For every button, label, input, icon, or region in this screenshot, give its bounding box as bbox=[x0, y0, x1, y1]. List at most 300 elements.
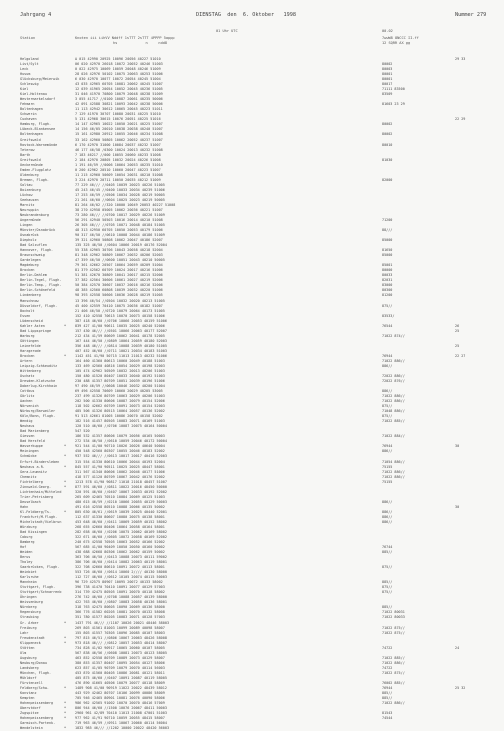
station-name: Oberstdorf bbox=[20, 706, 41, 711]
synop-code-groups: 3 224 42970 20711 10050 20035 40212 51009 bbox=[75, 177, 161, 182]
station-name: Greifswald bbox=[20, 157, 41, 162]
station-name: Zinnwald-Georg. bbox=[20, 484, 52, 489]
station-name: Gardelegen bbox=[20, 258, 41, 263]
synop-code-groups: 443 929 42462 80707 10106 20099 40086 58009 bbox=[75, 690, 165, 695]
station-name: Michelstadt/Vielbrun bbox=[20, 519, 62, 524]
station-name: Cuxhaven bbox=[20, 117, 37, 122]
synop-code-groups: 839 427 41/00 90611 10035 20025 40240 52006 bbox=[75, 323, 165, 328]
station-name: Artern bbox=[20, 358, 33, 363]
station-name: Garmisch-Partenk. bbox=[20, 721, 56, 726]
synop-code-groups: 14 156 46/05 20010 10038 20038 40240 51007 bbox=[75, 127, 163, 132]
station-name: Cottbus bbox=[20, 389, 35, 394]
synop-code-groups: 877 591 46/60 //0811 10022 20016 48450 50000 bbox=[75, 484, 167, 489]
synop-code-groups: 269 803 41561 81003 10099 20089 40098 58007 bbox=[75, 625, 165, 630]
extra-groups: 72022 886// bbox=[382, 373, 405, 378]
synop-code-groups: 387 418 46/60 //0706 10066 20053 40159 51006 bbox=[75, 318, 167, 323]
extra-groups: 80017 bbox=[382, 82, 393, 87]
synop-code-groups: 202 500 41330 80606 10087 20079 40154 52006 bbox=[75, 399, 165, 404]
elevated-marker: * bbox=[64, 484, 67, 489]
extra-groups: 85000 bbox=[382, 238, 393, 243]
extra-groups: 71200 bbox=[382, 218, 393, 222]
synop-code-groups: 152 410 42558 70615 10070 20073 40158 51006 bbox=[75, 313, 165, 318]
extra-groups: 71054 886// bbox=[382, 459, 405, 464]
extra-groups: 71022 886// bbox=[382, 474, 405, 479]
extra-groups: 80033 bbox=[382, 273, 393, 278]
extra-groups: 88/// bbox=[382, 228, 395, 233]
station-name: Gr. Arber bbox=[20, 620, 39, 625]
station-name: Magdeburg bbox=[20, 263, 39, 268]
synop-code-groups: 11 113 42942 30612 10065 20045 40223 51011 bbox=[75, 107, 163, 112]
extra-groups: 875// bbox=[382, 565, 393, 570]
station-name: Hof bbox=[20, 545, 27, 550]
station-name: Boltenhagen bbox=[20, 132, 43, 137]
extra-groups: 80003 bbox=[382, 67, 393, 72]
extra-groups: 71022 886// bbox=[382, 701, 405, 705]
synop-code-groups: 17 253 46/59 //0506 10034 20028 40219 50005 bbox=[75, 192, 165, 197]
synop-code-groups: 2960 961 42/89 70410 11013 21008 47001 51003 bbox=[75, 711, 167, 716]
synop-code-groups: 977 962 41/91 90710 10059 20055 48415 58007 bbox=[75, 716, 165, 721]
station-name: Weiden bbox=[20, 550, 33, 555]
station-name: Wendelstein bbox=[20, 726, 43, 731]
extra-groups-secondary: 22 29 bbox=[455, 117, 466, 122]
station-name: Frankfurt/M.Flugh. bbox=[20, 514, 58, 519]
station-name: Zugspitze bbox=[20, 711, 39, 716]
synop-code-groups: 15 161 42980 20912 10055 20046 40234 51008 bbox=[75, 132, 163, 137]
elevated-marker: * bbox=[64, 464, 67, 469]
synop-code-groups: 453 648 46/60 //0411 10069 20059 40152 58002 bbox=[75, 519, 167, 524]
station-name: Oldenburg bbox=[20, 172, 39, 177]
time-label: 01 Uhr UTC bbox=[216, 29, 238, 33]
synop-code-groups: 491 616 42558 80510 10088 20066 40135 50002 bbox=[75, 504, 165, 509]
extra-groups: 80300 bbox=[382, 288, 393, 293]
synop-code-groups: 56 291 42940 50503 10016 20014 40210 51008 bbox=[75, 218, 163, 222]
synop-code-groups: 7 183 46217 //000 10055 20060 40233 51008 bbox=[75, 152, 161, 157]
synop-code-groups: 26 305 46/// //0705 10071 20048 40184 51005 bbox=[75, 223, 165, 228]
station-name: Bad Lippspringe bbox=[20, 328, 52, 333]
synop-code-groups: 98 393 42558 50606 10036 20028 40219 51005 bbox=[75, 293, 163, 298]
extra-groups-secondary: 29 33 bbox=[455, 57, 466, 61]
synop-code-groups: 2 184 42970 20805 10032 20024 40226 51008 bbox=[75, 157, 161, 162]
extra-groups: 83509 bbox=[382, 92, 393, 97]
station-name: Düsseldorf, Flugh. bbox=[20, 303, 58, 308]
synop-code-groups: 937 552 46/// //0613 10017 20017 40416 52003 bbox=[75, 454, 167, 459]
station-name: Lingen bbox=[20, 223, 33, 228]
station-name: Kl.Feldberg/Ts. bbox=[20, 509, 52, 514]
synop-code-groups: 118 502 42662 60709 10091 20073 40154 52003 bbox=[75, 404, 165, 409]
synop-code-groups: 155 803 41557 70305 10096 20085 40107 58003 bbox=[75, 630, 165, 635]
extra-groups: 74722 bbox=[382, 665, 393, 670]
station-name: Greifswald bbox=[20, 137, 41, 142]
station-name: Bad Salzuflen bbox=[20, 243, 47, 248]
synop-code-groups: 150 480 41520 80407 10033 20040 40192 51003 bbox=[75, 373, 165, 378]
station-name: Berlin-Schönefeld bbox=[20, 288, 56, 293]
station-name: Tholey bbox=[20, 560, 33, 565]
extra-groups: 71022 80033 bbox=[382, 615, 405, 620]
extra-groups: 80010 bbox=[382, 142, 393, 147]
synop-code-groups: 55 338 42965 30706 10043 20058 40218 52004 bbox=[75, 248, 163, 253]
station-column-header: Station bbox=[20, 36, 36, 40]
station-name: Brocken bbox=[20, 268, 35, 273]
elevated-marker: * bbox=[64, 620, 67, 625]
synop-code-groups: 845 557 41/90 90511 10025 20025 48447 58001 bbox=[75, 464, 165, 469]
station-name: Glücksburg/Meierwik bbox=[20, 77, 60, 82]
station-name: Freiburg bbox=[20, 625, 37, 630]
extra-groups-secondary: 25 bbox=[455, 343, 460, 348]
synop-code-groups: 157 430 46/// //0501 10066 20063 40177 52007 bbox=[75, 328, 167, 333]
synop-code-groups: 81 348 42962 50809 10067 20032 40206 52003 bbox=[75, 253, 163, 258]
synop-code-groups: 567 838 46/56 //0608 10081 20073 40123 58005 bbox=[75, 650, 167, 655]
extra-groups: 76002 885// bbox=[382, 680, 405, 685]
synop-code-groups: 38 270 42958 05005 10062 20036 40221 51007 bbox=[75, 207, 163, 212]
station-name: Helgoland bbox=[20, 57, 39, 61]
synop-code-groups: 240 675 42558 70505 10063 20052 40166 52002 bbox=[75, 540, 165, 544]
extra-groups: 76944 bbox=[382, 353, 393, 358]
synop-code-groups: 120 510 46/60 //0706 10087 20075 40164 50004 bbox=[75, 424, 167, 429]
elevated-marker: * bbox=[64, 711, 67, 716]
synop-code-groups: 79 361 42662 20507 10064 20059 40209 51004 bbox=[75, 263, 163, 268]
synop-code-groups: 422 763 46/60 //0807 10083 20058 40136 58001 bbox=[75, 600, 167, 605]
station-name: Mannheim bbox=[20, 580, 37, 585]
extra-groups: 71022 886// bbox=[382, 394, 405, 399]
extra-groups: 885// bbox=[382, 695, 393, 700]
synop-code-groups: 91 513 42661 81005 10086 20070 40158 52002 bbox=[75, 414, 163, 419]
synop-code-groups: 418 577 41120 80709 10067 20042 40176 52002 bbox=[75, 474, 165, 479]
station-name: Feldberg/Schw. bbox=[20, 685, 49, 690]
synop-code-groups: 90 317 46/50 //0610 10008 20044 40186 51009 bbox=[75, 233, 165, 238]
station-name: Berlin-Tegel, Flugh. bbox=[20, 278, 62, 283]
synop-code-groups: 734 828 41/02 90917 10065 20060 40107 58005 bbox=[75, 645, 165, 650]
station-name: Mühldorf bbox=[20, 675, 37, 680]
station-name: Boizenburg bbox=[20, 187, 41, 192]
synop-code-groups: 386 706 46/60 //0414 10082 20063 40119 58001 bbox=[75, 560, 167, 565]
extra-groups: 71022 885// bbox=[382, 419, 405, 424]
extra-groups: 71048 886// bbox=[382, 409, 405, 414]
extra-groups: 71022 885// bbox=[382, 655, 405, 660]
station-table bbox=[0, 57, 504, 731]
synop-code-groups: 81 379 42562 60709 10024 20017 40216 51006 bbox=[75, 268, 163, 273]
synop-code-groups: 921 544 41/00 90710 10026 20026 40640 50004 bbox=[75, 444, 165, 449]
extra-groups: 71022 875// bbox=[382, 630, 405, 635]
station-name: Chemnitz bbox=[20, 474, 37, 479]
extra-groups-secondary: 25 bbox=[455, 328, 460, 333]
extra-groups: 875// bbox=[382, 303, 393, 308]
station-name: Leinefelde bbox=[20, 343, 41, 348]
elevated-marker: * bbox=[64, 479, 67, 484]
station-name: Berlin-Temp., Flugh. bbox=[20, 283, 62, 288]
extra-groups: 82031 bbox=[382, 278, 393, 283]
station-name: Hohenpeissenberg bbox=[20, 716, 54, 721]
synop-code-groups: 167 444 46/50 //0809 10064 20059 40180 52003 bbox=[75, 338, 167, 343]
extra-groups: 885// bbox=[382, 580, 393, 585]
station-name: Nürnberg bbox=[20, 605, 37, 610]
synop-code-groups: 5 131 42968 30615 10076 20051 40225 51016 bbox=[75, 117, 161, 122]
station-name: Stötten bbox=[20, 645, 35, 650]
station-name: Barth bbox=[20, 152, 31, 157]
synop-code-groups: 182 516 41457 80505 10083 20071 40169 51003 bbox=[75, 419, 165, 424]
station-name: Weissenburg bbox=[20, 600, 43, 605]
extra-groups: 885// bbox=[382, 605, 393, 610]
extra-groups: 886// bbox=[382, 514, 393, 519]
synop-code-groups: 135 325 46/50 //0604 10066 20019 40176 52004 bbox=[75, 243, 167, 248]
synop-code-groups: 973 818 46/// //0812 10057 20053 48414 58007 bbox=[75, 640, 167, 645]
extra-groups-secondary: 22 27 bbox=[455, 353, 466, 358]
extra-groups: 72022 876// bbox=[382, 379, 405, 383]
extra-groups: 81543 bbox=[382, 711, 393, 716]
synop-code-groups: 31 046 41970 70800 10079 20048 40238 51009 bbox=[75, 92, 163, 97]
station-name: Husum bbox=[20, 72, 31, 77]
station-name: Neuhaus bbox=[20, 424, 35, 429]
synop-code-groups: 480 615 46/59 //0210 10066 20055 40129 50003 bbox=[75, 499, 167, 504]
extra-groups: 82000 bbox=[382, 177, 393, 182]
station-name: Freudenstadt bbox=[20, 635, 45, 640]
station-name: Klippeneck bbox=[20, 640, 41, 645]
synop-code-groups: 69 496 42558 70609 10060 20029 40205 53005 bbox=[75, 389, 163, 394]
elevated-marker: * bbox=[64, 640, 67, 645]
station-name: Deuselbach bbox=[20, 499, 41, 504]
synop-code-groups: 33 162 42960 50805 10062 20052 40237 51007 bbox=[75, 137, 163, 142]
synop-code-groups: 318 763 42475 80605 10090 20069 40136 58000 bbox=[75, 605, 165, 610]
extra-groups: 83000 bbox=[382, 283, 393, 288]
extra-groups: 71022 886// bbox=[382, 399, 405, 404]
elevated-marker: * bbox=[64, 454, 67, 459]
synop-code-groups: 45 243 46/45 //0400 10033 20034 40239 51006 bbox=[75, 187, 165, 192]
extra-groups-secondary: 25 32 bbox=[455, 685, 466, 690]
synop-code-groups: 322 708 42660 80610 10091 20072 40113 58001 bbox=[75, 565, 165, 570]
station-name: Schmücke bbox=[20, 454, 37, 459]
synop-code-groups: 7 129 41970 30707 10080 20031 40225 51010 bbox=[75, 112, 161, 117]
synop-code-groups: 3 055 41717 //0100 10087 20061 40235 50006 bbox=[75, 97, 163, 102]
station-name: Bremen, Flugh. bbox=[20, 177, 49, 182]
synop-code-groups: 11 215 42960 50609 10054 20031 40210 51008 bbox=[75, 172, 163, 177]
station-name: Augsburg bbox=[20, 655, 37, 660]
synop-code-groups: 314 739 42475 80505 10091 20070 40118 58002 bbox=[75, 590, 165, 595]
station-name: Aachen bbox=[20, 399, 33, 404]
station-name: Hamburg, Flugh. bbox=[20, 122, 52, 127]
synop-code-groups: 797 815 46/51 //0806 10067 20063 48426 58008 bbox=[75, 635, 167, 640]
elevated-marker: * bbox=[64, 509, 67, 514]
synop-code-groups: 43 035 42965 60705 10081 20062 40245 51007 bbox=[75, 82, 163, 87]
station-name: Braunschweig bbox=[20, 253, 45, 258]
synop-code-groups: 272 534 46/50 //0610 10059 20046 40172 50004 bbox=[75, 439, 167, 444]
synop-code-groups: 81 264 46/02 //320 10000 10049 20053 40227 51008 bbox=[75, 202, 176, 207]
station-name: Lichtenhain/Mittelnd bbox=[20, 489, 62, 494]
station-name: Straubing bbox=[20, 615, 39, 620]
main-column-header: Knoten iii iihVV Nddff 1sTTT 2sTTT 4PPPP 5appp bbox=[75, 36, 175, 40]
station-name: Bamberg bbox=[20, 540, 35, 544]
synop-code-groups: 48 313 42950 60705 10050 20053 40179 51006 bbox=[75, 228, 163, 233]
synop-code-groups: 21 261 46/60 //0604 10025 20023 40219 50005 bbox=[75, 197, 165, 202]
synop-code-groups: 105 474 42962 50509 10032 20013 40206 51003 bbox=[75, 368, 165, 373]
extra-groups: 85000 bbox=[382, 253, 393, 258]
extra-groups: 83533/ bbox=[382, 313, 395, 318]
extra-groups: 71022 874// bbox=[382, 333, 405, 338]
station-name: Bocholt bbox=[20, 308, 35, 313]
station-name: Kiel-Holtenau bbox=[20, 92, 47, 97]
station-name: Rostock-Warnemünde bbox=[20, 142, 58, 147]
extra-groups: 886// bbox=[382, 389, 393, 394]
synop-code-groups: 1437 791 46/// //1107 10026 20021 48446 58003 bbox=[75, 620, 170, 625]
station-name: Lindenberg bbox=[20, 293, 41, 298]
synop-code-groups: 1142 451 41/90 50715 11013 21013 40232 51006 bbox=[75, 353, 167, 358]
synop-code-groups: 567 685 41/00 90409 10050 20050 40160 50002 bbox=[75, 545, 165, 550]
synop-code-groups: 46 177 46/58 /0300 10024 20013 40232 51008 bbox=[75, 147, 163, 152]
station-name: Kahler Asten bbox=[20, 323, 45, 328]
synop-code-groups: 50 384 42570 30607 10037 20016 40216 52006 bbox=[75, 283, 163, 288]
synop-code-groups: 6 030 42970 10077 10072 20054 40245 51004 bbox=[75, 77, 161, 82]
extra-groups: 886// bbox=[382, 449, 393, 454]
station-name: Neuburg/Donau bbox=[20, 660, 47, 665]
extra-groups-secondary: 26 bbox=[455, 323, 460, 328]
synop-code-groups: 396 738 41470 70410 10091 20077 40129 57003 bbox=[75, 585, 165, 590]
synop-code-groups: 806 944 46/60 //1500 10076 20067 48411 50003 bbox=[75, 706, 167, 711]
issue-number: Nummer 279 bbox=[455, 12, 487, 18]
synop-code-groups: 1832 985 46/// //1202 10000 20022 48420 56003 bbox=[75, 726, 170, 731]
extra-groups: 71111 83500 bbox=[382, 87, 405, 92]
synop-code-groups: 0 200 42962 20510 10060 20047 40223 51007 bbox=[75, 167, 161, 172]
extra-groups: 76944 bbox=[382, 685, 393, 690]
station-name: Lahr bbox=[20, 630, 29, 635]
extra-groups: 875// bbox=[382, 414, 393, 419]
station-name: Lüdenscheid bbox=[20, 318, 43, 323]
extra-groups: 75155 bbox=[382, 464, 393, 469]
table-row bbox=[0, 726, 504, 731]
station-name: Lüchow bbox=[20, 192, 33, 197]
elevated-marker: * bbox=[64, 444, 67, 449]
synop-code-groups: 363 706 46/50 //0413 10088 20073 40111 59002 bbox=[75, 555, 167, 560]
station-name: Oschatz bbox=[20, 373, 35, 378]
extra-groups: 81650 bbox=[382, 248, 393, 253]
station-name: Leipzig-Schkeuditz bbox=[20, 363, 58, 368]
extra-groups: 71022 80031 bbox=[382, 610, 405, 615]
station-name: Nörvenich bbox=[20, 404, 39, 409]
station-name: Fehmarn bbox=[20, 102, 35, 107]
station-name: Berus bbox=[20, 555, 31, 560]
station-name: Manschnow bbox=[20, 298, 39, 303]
extra-groups-secondary: 30 bbox=[455, 504, 460, 509]
station-name: Boltenhagen bbox=[20, 107, 43, 112]
station-name: Ulm bbox=[20, 650, 27, 655]
synop-code-groups: 356 448 46/// //0814 10088 20039 40180 51005 bbox=[75, 343, 167, 348]
extra-groups: 71022 875// bbox=[382, 670, 405, 675]
synop-code-groups: 453 870 41560 80405 10086 20081 40121 58011 bbox=[75, 670, 165, 675]
station-name: Wasserkuppe bbox=[20, 444, 43, 449]
station-name: Ueckermünde bbox=[20, 162, 43, 167]
synop-code-groups: A 015 42990 20925 10096 20056 40227 51010 bbox=[75, 57, 161, 61]
synop-code-groups: 268 655 42660 80406 10064 20058 40164 58001 bbox=[75, 524, 165, 529]
station-name: Trier-Petrisberg bbox=[20, 494, 54, 499]
synop-code-groups: 366 776 41582 60205 10081 20070 40132 58008 bbox=[75, 610, 165, 615]
station-name: Berlin-Dahlem bbox=[20, 273, 47, 278]
synop-code-groups: 212 434 41/59 80609 10062 20041 40178 52005 bbox=[75, 333, 165, 338]
extra-groups: 76744 bbox=[382, 545, 393, 550]
elevated-marker: * bbox=[64, 716, 67, 721]
extra-groups: 80001 bbox=[382, 77, 393, 82]
station-name: Warburg bbox=[20, 333, 35, 338]
synop-code-groups: 623 857 41/05 90709 10079 20070 40114 56003 bbox=[75, 665, 165, 670]
synop-code-groups: 1 191 46/59 //0006 10064 20053 40235 51010 bbox=[75, 162, 163, 167]
synop-code-groups: 37 382 42564 30606 10061 20027 40219 52006 bbox=[75, 278, 163, 283]
synop-code-groups: 315 554 41330 80610 10066 20044 40193 52004 bbox=[75, 459, 165, 464]
station-name: Schwerin bbox=[20, 112, 37, 117]
elevated-marker: * bbox=[64, 323, 67, 328]
station-name: Seehausen bbox=[20, 197, 39, 202]
station-name: Doberlug-Kirchhain bbox=[20, 384, 58, 389]
extra-groups: 81030 bbox=[382, 157, 393, 162]
extra-groups: 74544 bbox=[382, 716, 393, 721]
synop-code-groups: 96 729 42575 80907 10095 20072 40133 58002 bbox=[75, 580, 163, 585]
extra-groups: 76944 bbox=[382, 444, 393, 449]
extra-groups: 85001 bbox=[382, 263, 393, 268]
synop-code-groups: 39 321 42960 50808 10062 20047 40186 52007 bbox=[75, 238, 163, 243]
extra-groups: 886// bbox=[382, 363, 393, 368]
synop-code-groups: 6 170 42970 31000 10084 20037 40232 51007 bbox=[75, 142, 161, 147]
station-name: Görlitz bbox=[20, 394, 35, 399]
station-name: Köln/Bonn, Flugh. bbox=[20, 414, 56, 419]
station-name: Schleswig bbox=[20, 82, 39, 87]
extra-groups: 71022 875// bbox=[382, 625, 405, 630]
elevated-marker: * bbox=[64, 726, 67, 731]
station-name: Landsberg bbox=[20, 665, 39, 670]
station-name: Meiningen bbox=[20, 449, 39, 454]
synop-code-groups: 06 020 42970 26018 10072 20052 40246 51003 bbox=[75, 62, 163, 67]
synop-code-groups: 21 406 46/50 //0720 10079 20064 40173 51005 bbox=[75, 308, 165, 313]
station-name: Würzburg bbox=[20, 524, 37, 529]
station-name: Westermarkelsdorf bbox=[20, 97, 56, 102]
elevated-marker: * bbox=[64, 685, 67, 690]
synop-code-groups: 320 591 46/60 //0407 10067 20033 40192 52002 bbox=[75, 489, 167, 494]
synop-code-groups: 13 396 46/54 //0504 10032 20020 40213 51005 bbox=[75, 298, 165, 303]
synop-code-groups: 311 567 41340 80606 10062 20046 40177 51006 bbox=[75, 469, 165, 474]
synop-code-groups: 553 726 46/60 //0614 10060 2//// 40130 58000 bbox=[75, 570, 167, 575]
station-name: List/Sylt bbox=[20, 62, 39, 67]
synop-code-groups: 14 147 42965 10022 10050 20021 40225 51007 bbox=[75, 122, 163, 127]
synop-code-groups: 0 022 42975 10069 10059 20048 40246 51009 bbox=[75, 67, 161, 72]
synop-code-groups: 42 091 42588 30821 10093 20042 40238 50006 bbox=[75, 102, 163, 107]
extra-groups: 71022 886// bbox=[382, 660, 405, 665]
extra-groups: 80002 bbox=[382, 132, 393, 137]
station-name: Neuruppin bbox=[20, 207, 39, 212]
synop-code-groups: 282 658 46/60 //0206 10075 20062 40169 58002 bbox=[75, 529, 167, 534]
station-name: Fichtelberg bbox=[20, 479, 43, 484]
station-name: Wittenberg bbox=[20, 368, 41, 373]
extra-groups: 71022 884// bbox=[382, 434, 405, 439]
extra-groups: 80001 bbox=[382, 72, 393, 77]
station-name: Dresden-Klotzsche bbox=[20, 379, 56, 383]
synop-code-groups: 351 780 41577 80205 10083 20071 40128 57003 bbox=[75, 615, 165, 620]
station-name: Kiel bbox=[20, 87, 29, 92]
extra-groups: 885// bbox=[382, 690, 393, 695]
extra-groups: 71022 886// bbox=[382, 358, 405, 363]
station-name: Wendig bbox=[20, 419, 33, 424]
synop-code-groups: 1489 908 41/00 90919 11022 20022 48439 58012 bbox=[75, 685, 167, 690]
synop-code-groups: 322 671 46/60 //0605 10072 20058 40169 52002 bbox=[75, 534, 167, 539]
synop-code-groups: 97 490 46/59 //0608 10046 20032 40200 51004 bbox=[75, 384, 165, 389]
station-name: Karlsruhe bbox=[20, 575, 39, 580]
extra-groups: 80002 bbox=[382, 62, 393, 67]
right-column-subheader: 12 SQRR AX gg bbox=[382, 41, 411, 45]
synop-code-groups: 380 853 41357 80407 10095 20054 40127 58006 bbox=[75, 660, 165, 665]
extra-groups: 81603 23 29 bbox=[382, 102, 405, 107]
station-name: Fürstenzell bbox=[20, 680, 43, 685]
station-name: Nürburg/Barweiler bbox=[20, 409, 56, 414]
extra-groups: 886// bbox=[382, 499, 393, 504]
station-name: Teterow bbox=[20, 147, 35, 152]
elevated-marker: * bbox=[64, 635, 67, 640]
station-name: Konstanz bbox=[20, 690, 37, 695]
synop-code-groups: 476 890 41665 40506 10079 20077 40118 58009 bbox=[75, 680, 165, 685]
synop-code-groups: 133 469 42560 40816 10054 20029 40198 52003 bbox=[75, 363, 165, 368]
extra-groups: 71022 886// bbox=[382, 469, 405, 474]
